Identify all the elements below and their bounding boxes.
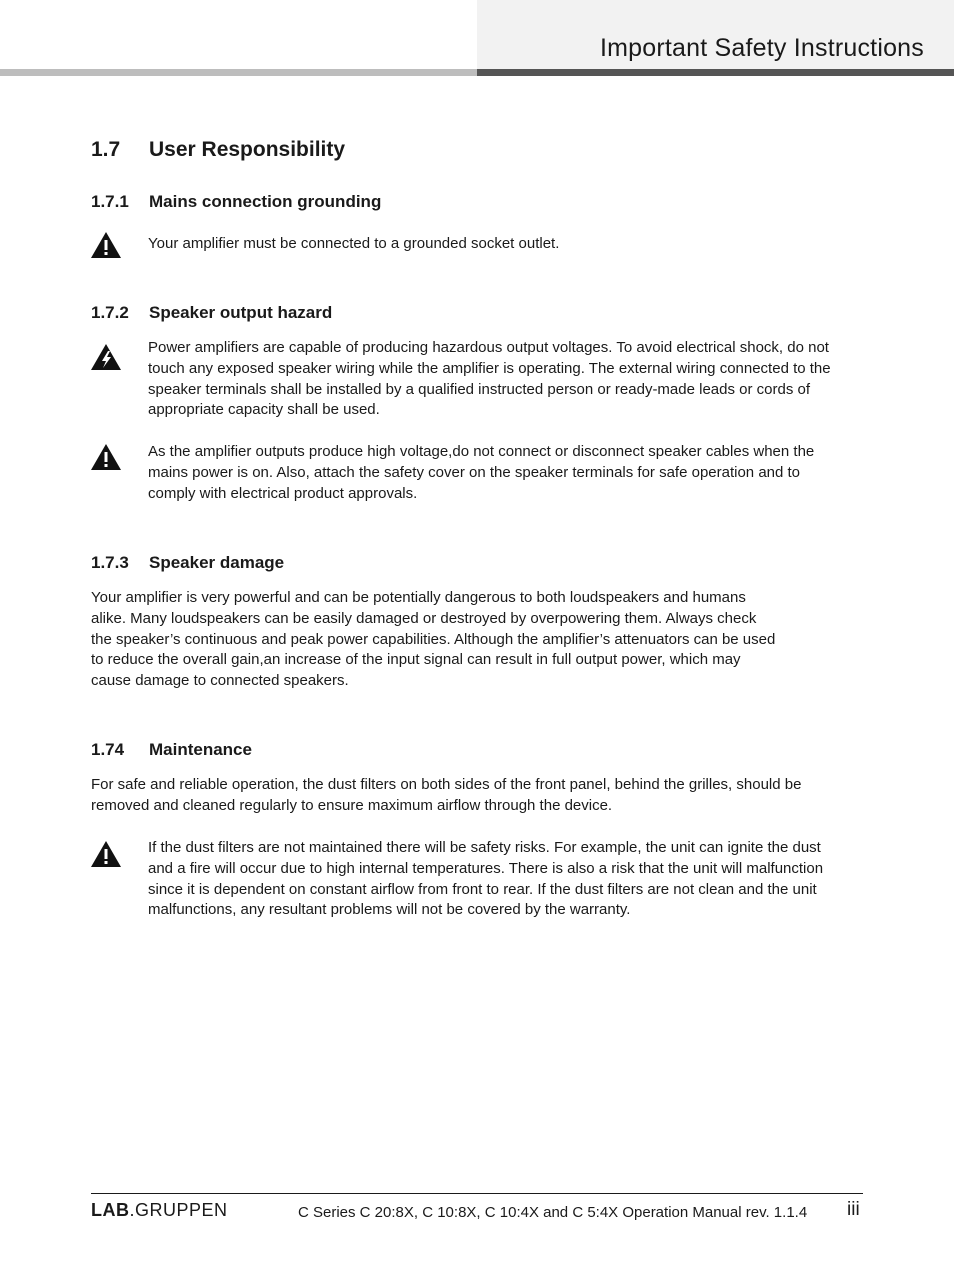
section-heading xyxy=(91,138,345,162)
subsection-title: Speaker output hazard xyxy=(149,303,333,322)
warning-exclamation-icon xyxy=(90,840,122,868)
section-title: User Responsibility xyxy=(149,138,346,161)
section-number: 1.7 xyxy=(91,138,121,161)
subsection-number: 1.7.3 xyxy=(91,553,129,572)
page-number: iii xyxy=(847,1199,860,1220)
subsection-title: Speaker damage xyxy=(149,553,285,572)
subsection-title: Mains connection grounding xyxy=(149,192,382,211)
subsection-number: 1.74 xyxy=(91,740,125,759)
subsection-number: 1.7.1 xyxy=(91,192,129,211)
brand-logo: LAB.GRUPPEN xyxy=(91,1200,228,1220)
subsection-heading-grounding xyxy=(91,192,381,212)
body-text-maintenance: For safe and reliable operation, the dust filters on both sides of the front panel, behind the grilles, should be removed and cleaned regularly to ensure maximum airflow through the device. xyxy=(91,776,802,814)
header-rule-right xyxy=(477,69,954,76)
subsection-title: Maintenance xyxy=(149,740,252,759)
warning-exclamation-icon xyxy=(90,231,122,259)
page-header-title: Important Safety Instructions xyxy=(599,34,924,62)
warning-text-speaker-output-1: Power amplifiers are capable of producing hazardous output voltages. To avoid electrical shock, do not touch any exposed speaker wiring while the amplifier is operating. The external wiring connected to the speaker terminals shall be installed by a qualified instructed person or ready-made leads or cords of appropriate capacity shall be used. xyxy=(148,339,831,419)
body-text-speaker-damage: Your amplifier is very powerful and can be potentially dangerous to both loudspeakers and humans alike. Many loudspeakers can be easily damaged or destroyed by overpowering them. Always check the speaker’s continuous and peak power capabilities. Although the amplifier’s attenuators can be used to reduce the overall gain,an increase of the input signal can result in full output power, which may cause damage to connected speakers. xyxy=(91,589,776,690)
footer-manual-title: C Series C 20:8X, C 10:8X, C 10:4X and C 5:4X Operation Manual rev. 1.1.4 xyxy=(298,1204,808,1221)
warning-text-grounding: Your amplifier must be connected to a grounded socket outlet. xyxy=(148,235,560,252)
warning-exclamation-icon xyxy=(90,443,122,471)
subsection-heading-speaker-damage xyxy=(91,553,284,573)
warning-text-maintenance: If the dust filters are not maintained there will be safety risks. For example, the unit can ignite the dust and a fire will occur due to high internal temperatures. There is also a risk that the unit will malfunction since it is dependent on constant airflow from front to rear. If the dust filters are not clean and the unit malfunctions, any resultant problems will not be covered by the warranty. xyxy=(148,839,824,919)
subsection-heading-speaker-output xyxy=(91,303,332,323)
warning-text-speaker-output-2: As the amplifier outputs produce high voltage,do not connect or disconnect speaker cables when the mains power is on. Also, attach the safety cover on the speaker terminals for safe operation and to comply with electrical product approvals. xyxy=(148,443,815,502)
footer-rule xyxy=(91,1193,863,1194)
subsection-number: 1.7.2 xyxy=(91,303,129,322)
subsection-heading-maintenance xyxy=(91,740,252,760)
header-rule-left xyxy=(0,69,477,76)
electric-shock-warning-icon xyxy=(90,343,122,371)
